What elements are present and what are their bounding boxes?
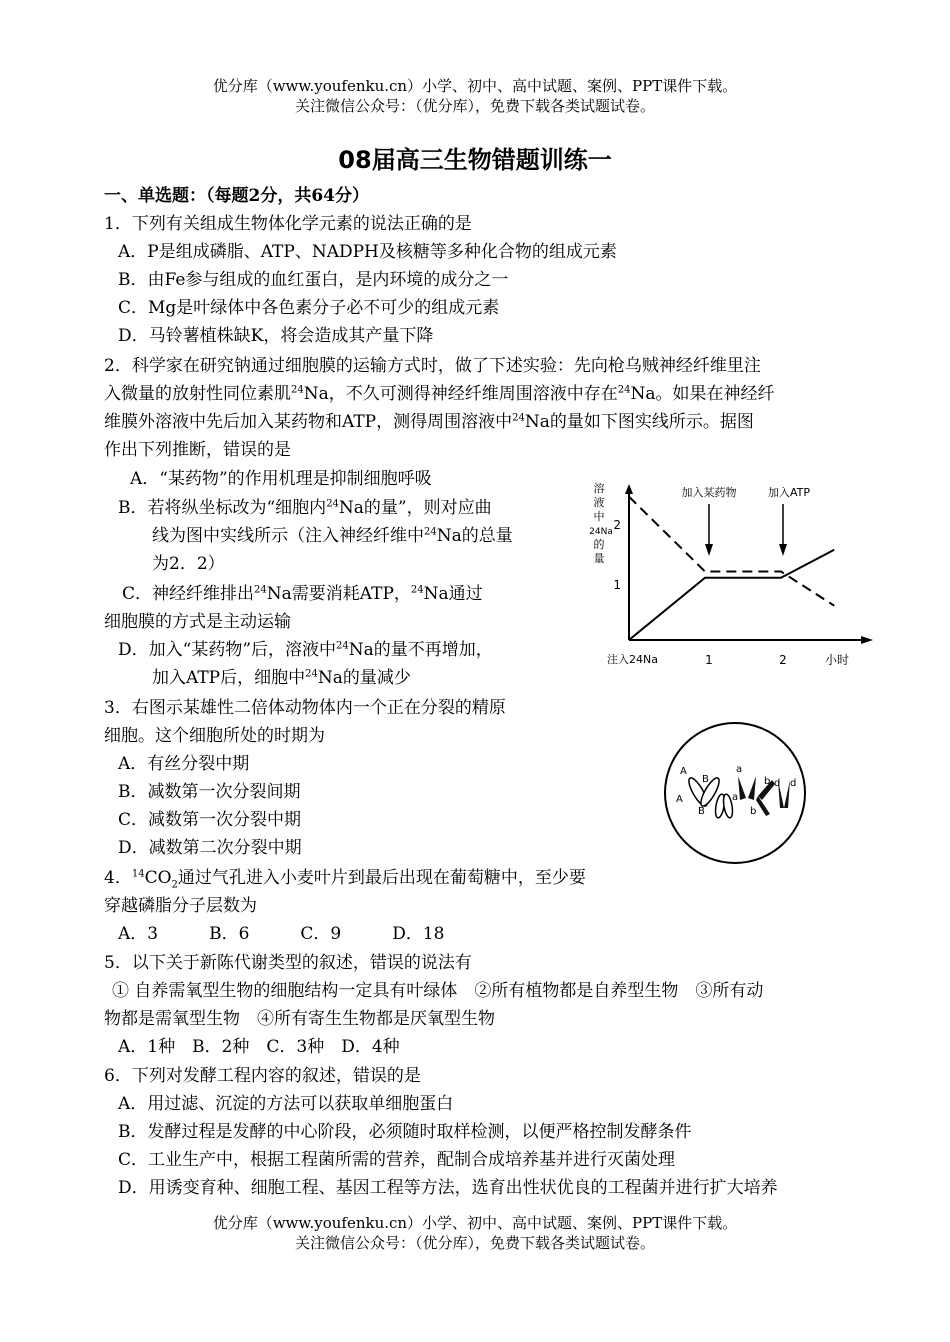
q1-stem: 1．下列有关组成生物体化学元素的说法正确的是 <box>104 214 472 234</box>
dividing-cell-figure <box>660 718 810 868</box>
q2-option-a: A．“某药物”的作用机理是抑制细胞呼吸 <box>130 469 432 489</box>
y-label-2: 液 <box>593 496 605 509</box>
x-axis-label: 小时 <box>824 653 850 667</box>
gene-label-8: b <box>750 806 757 817</box>
x-origin-label: 注入24Na <box>607 653 658 666</box>
q2-option-d-line-2: 加入ATP后，细胞中$^{24}$Na的量减少 <box>152 668 411 688</box>
q5-options: A．1种 B．2种 C．3种 D．4种 <box>118 1037 400 1057</box>
q6-option-d: D．用诱变育种、细胞工程、基因工程等方法，选育出性状优良的工程菌并进行扩大培养 <box>118 1178 778 1198</box>
chromosome-6 <box>748 776 756 800</box>
q1-option-c: C．Mg是叶绿体中各色素分子必不可少的组成元素 <box>118 298 500 318</box>
q5-statements-line-1: ① 自养需氧型生物的细胞结构一定具有叶绿体 ②所有植物都是自养型生物 ③所有动 <box>112 981 764 1001</box>
header-line-1: 优分库（www.youfenku.cn）小学、初中、高中试题、案例、PPT课件下载。 <box>212 77 738 95</box>
gene-label-7: b <box>764 776 771 787</box>
y-label-1: 溶 <box>593 482 605 495</box>
q2-option-b-line-2: 线为图中实线所示（注入神经纤维中$^{24}$Na的总量 <box>152 526 513 546</box>
gene-label-4: B <box>698 806 705 817</box>
chromosome-8 <box>756 796 770 816</box>
q2-stem-line-2: 入微量的放射性同位素肌$^{24}$Na，不久可测得神经纤维周围溶液中存在$^{24}$Na。如果在神经纤 <box>104 384 775 404</box>
dashed-series-line <box>629 497 834 606</box>
q2-stem-line-3: 维膜外溶液中先后加入某药物和ATP，测得周围溶液中$^{24}$Na的量如下图实线所示。据图 <box>104 412 754 432</box>
q2-option-d-line-1: D．加入“某药物”后，溶液中$^{24}$Na的量不再增加， <box>118 640 493 660</box>
header-line-2: 关注微信公众号：（优分库），免费下载各类试题试卷。 <box>294 97 655 115</box>
footer-line-1: 优分库（www.youfenku.cn）小学、初中、高中试题、案例、PPT课件下载。 <box>212 1214 738 1232</box>
gene-label-5: a <box>736 764 743 775</box>
q6-option-a: A．用过滤、沉淀的方法可以获取单细胞蛋白 <box>118 1094 454 1114</box>
x-tick-2: 2 <box>779 653 787 667</box>
q5-stem: 5．以下关于新陈代谢类型的叙述，错误的说法有 <box>104 953 472 973</box>
gene-label-10: d <box>790 778 797 789</box>
chromosome-5 <box>738 776 746 800</box>
q1-option-d: D．马铃薯植株缺K，将会造成其产量下降 <box>118 326 434 346</box>
y-tick-2: 2 <box>613 518 621 532</box>
q2-option-c-line-2: 细胞膜的方式是主动运输 <box>104 612 291 632</box>
q3-option-b: B．减数第一次分裂间期 <box>118 782 301 802</box>
page-title: 08届高三生物错题训练一 <box>338 146 612 174</box>
q6-stem: 6．下列对发酵工程内容的叙述，错误的是 <box>104 1066 421 1086</box>
q2-stem-line-1: 2．科学家在研究钠通过细胞膜的运输方式时，做了下述实验：先向枪乌贼神经纤维里注 <box>104 356 761 376</box>
q3-stem-line-2: 细胞。这个细胞所处的时期为 <box>104 726 325 746</box>
q1-option-a: A．P是组成磷脂、ATP、NADPH及核糖等多种化合物的组成元素 <box>118 242 617 262</box>
q1-option-b: B．由Fe参与组成的血红蛋白，是内环境的成分之一 <box>118 270 509 290</box>
gene-label-9: d <box>774 778 781 789</box>
q4-options: A．3 B．6 C．9 D．18 <box>118 924 445 944</box>
solid-series-line <box>629 550 834 640</box>
q6-option-b: B．发酵过程是发酵的中心阶段，必须随时取样检测，以便严格控制发酵条件 <box>118 1122 692 1142</box>
footer-line-2: 关注微信公众号：（优分库），免费下载各类试题试卷。 <box>294 1234 655 1252</box>
y-label-6: 量 <box>593 552 605 565</box>
q6-option-c: C．工业生产中，根据工程菌所需的营养，配制合成培养基并进行灭菌处理 <box>118 1150 676 1170</box>
q3-option-d: D．减数第二次分裂中期 <box>118 838 302 858</box>
q3-option-a: A．有丝分裂中期 <box>118 754 250 774</box>
gene-label-3: A <box>676 794 683 805</box>
q4-stem-line-1: 4．$^{14}CO_2$通过气孔进入小麦叶片到最后出现在葡萄糖中，至少要 <box>104 868 586 891</box>
gene-label-6: a <box>732 792 739 803</box>
q3-option-c: C．减数第一次分裂中期 <box>118 810 302 830</box>
x-tick-1: 1 <box>705 653 713 667</box>
y-label-3: 中 <box>593 510 605 523</box>
q3-stem-line-1: 3．右图示某雄性二倍体动物体内一个正在分裂的精原 <box>104 698 506 718</box>
q2-stem-line-4: 作出下列推断，错误的是 <box>104 440 291 460</box>
q2-option-b-line-1: B．若将纵坐标改为“细胞内$^{24}$Na的量”，则对应曲 <box>118 498 492 518</box>
section-heading: 一、单选题：（每题2分，共64分） <box>104 186 369 206</box>
q5-statements-line-2: 物都是需氧型生物 ④所有寄生生物都是厌氧型生物 <box>104 1009 495 1029</box>
annotation-drug: 加入某药物 <box>681 486 737 499</box>
q4-stem-line-2: 穿越磷脂分子层数为 <box>104 896 257 916</box>
y-label-5: 的 <box>593 538 605 551</box>
y-tick-1: 1 <box>613 578 621 592</box>
y-label-4: 24Na <box>589 527 613 537</box>
gene-label-1: A <box>680 766 687 777</box>
gene-label-2: B <box>702 774 709 785</box>
q2-option-b-line-3: 为2．2） <box>152 554 225 574</box>
sodium-chart <box>585 470 885 680</box>
q2-option-c-line-1: C．神经纤维排出$^{24}$Na需要消耗ATP，$^{24}$Na通过 <box>122 584 483 604</box>
annotation-atp: 加入ATP <box>767 486 811 499</box>
